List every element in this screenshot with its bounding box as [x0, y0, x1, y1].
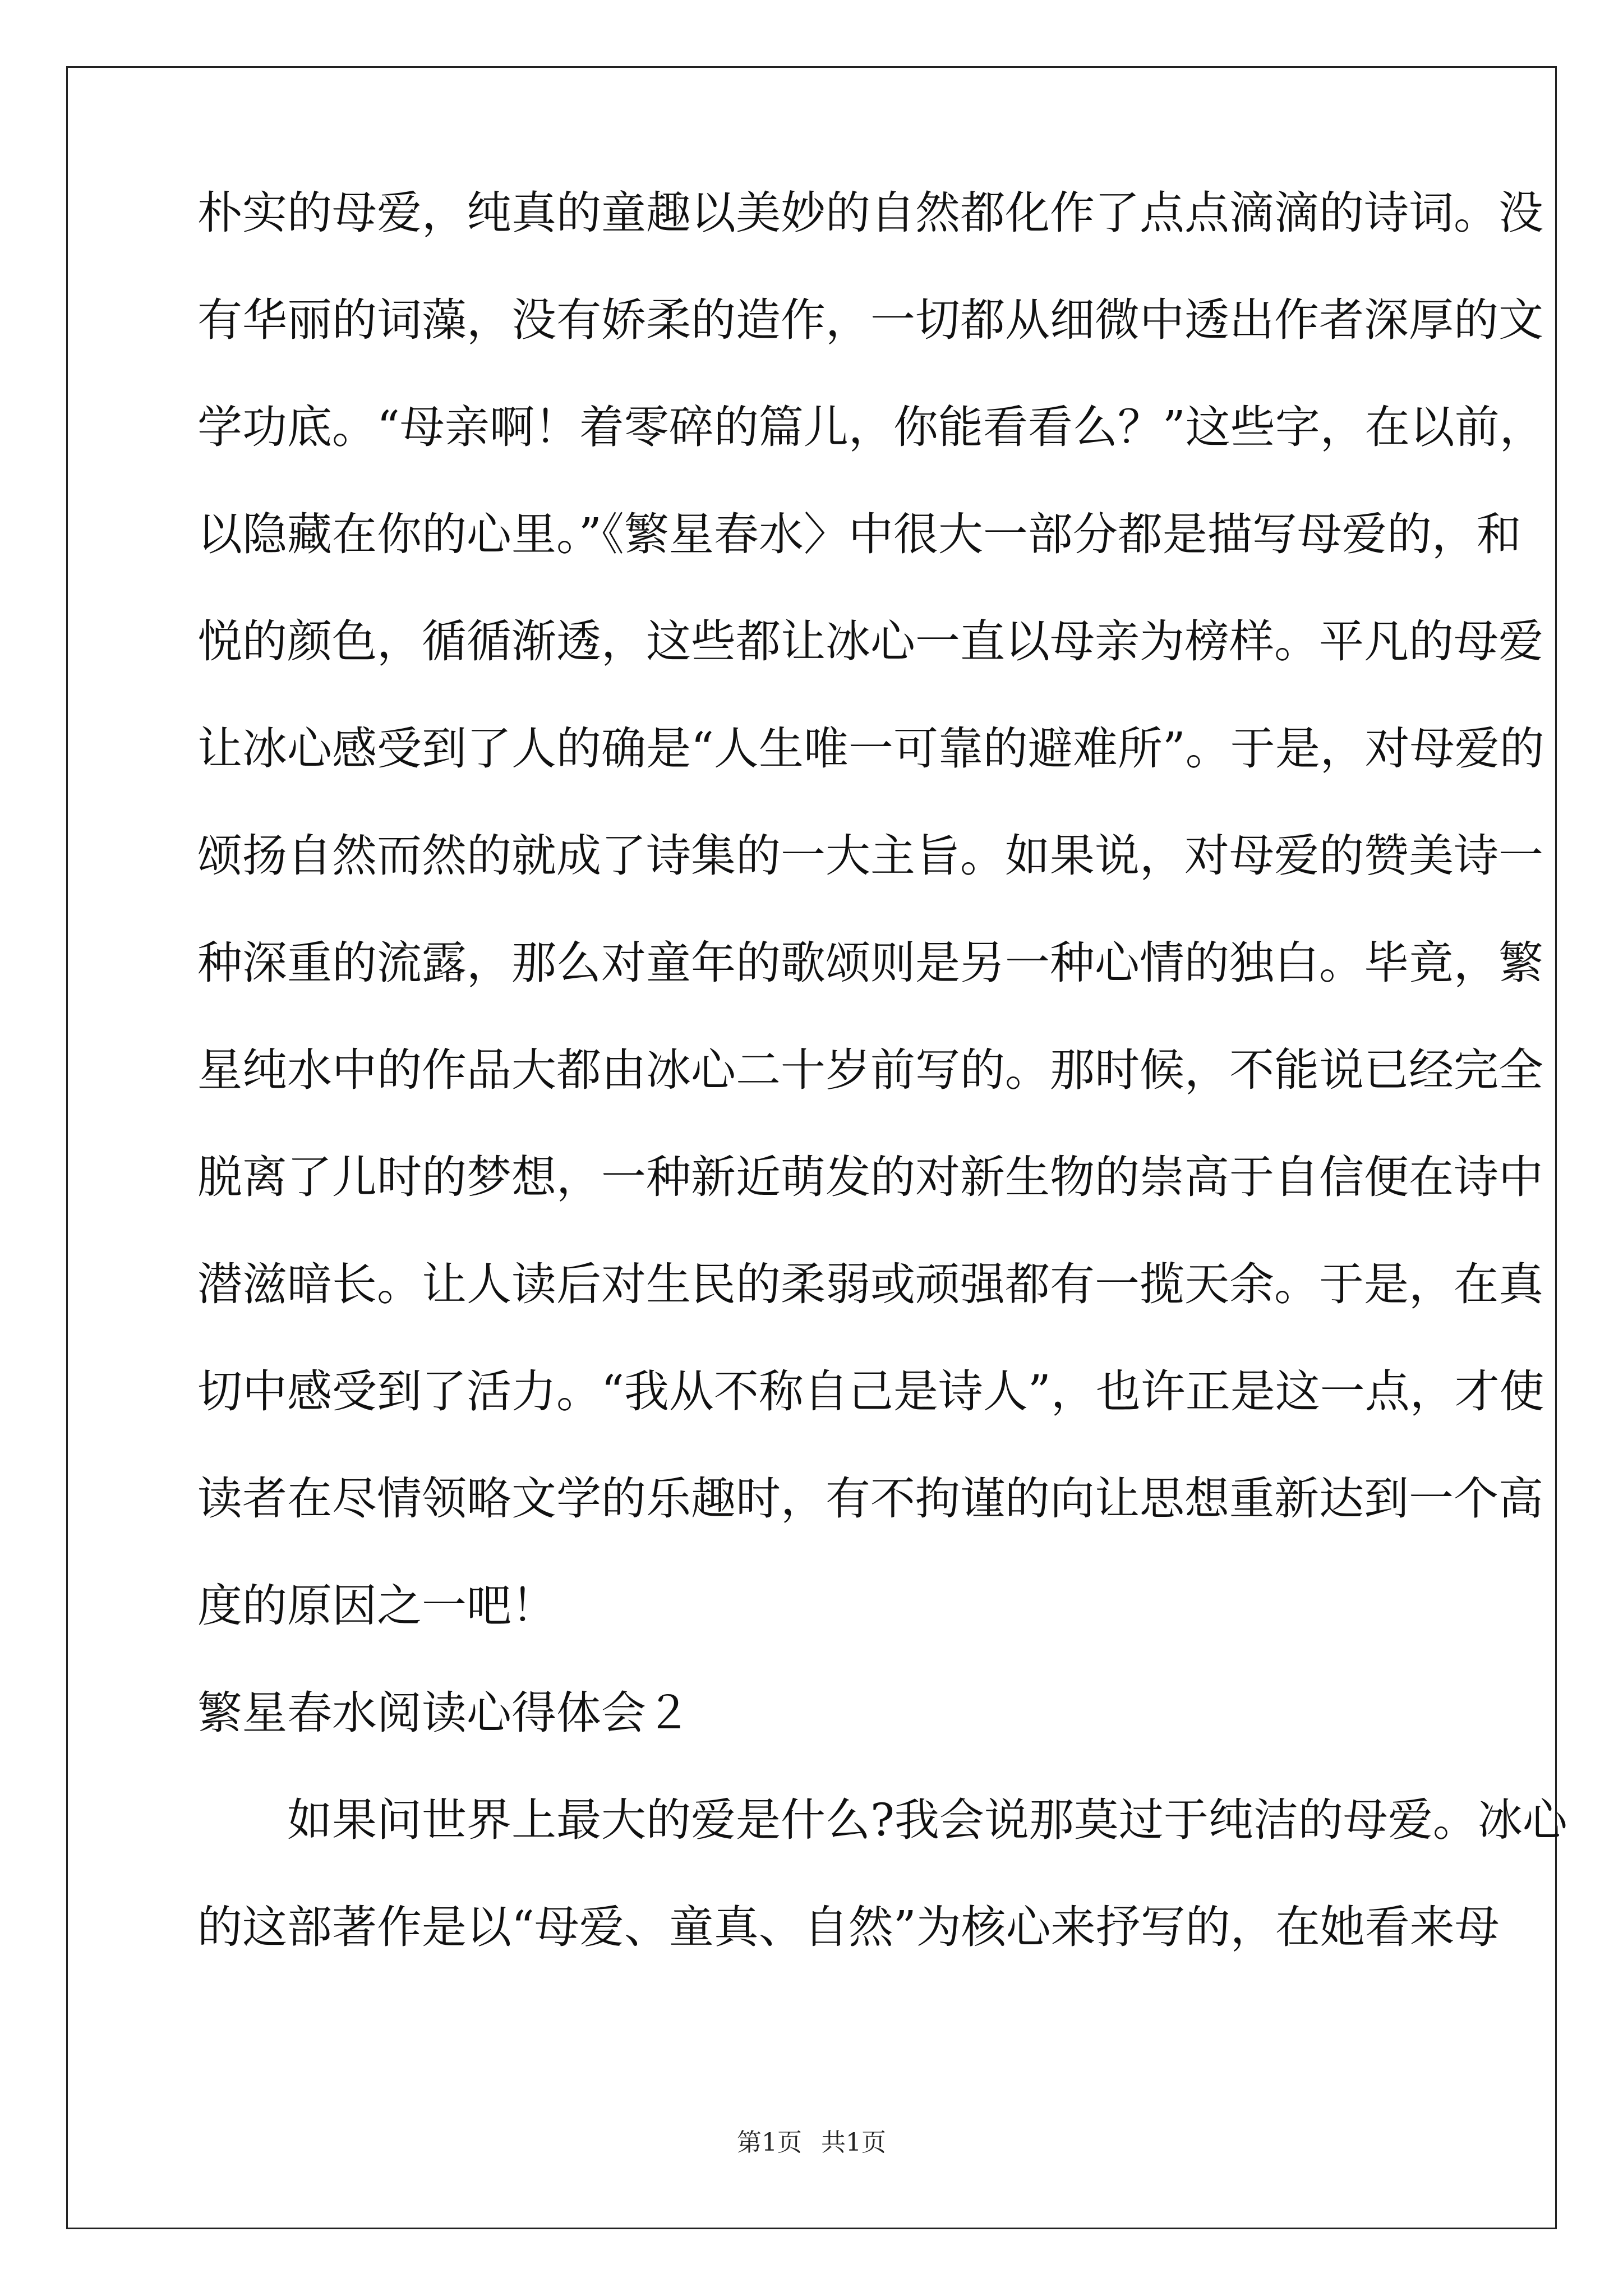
paragraph-line: 脱离了儿时的梦想，一种新近萌发的对新生物的崇高于自信便在诗中 — [197, 1151, 1543, 1203]
paragraph-line: 如果问世界上最大的爱是什么?我会说那莫过于纯洁的母爱。冰心 — [287, 1794, 1567, 1846]
paragraph-line: 学功底。“母亲啊！着零碎的篇儿，你能看看么？”这些字，在以前， — [197, 401, 1544, 453]
paragraph-line: 让冰心感受到了人的确是“人生唯一可靠的避难所”。于是，对母爱的 — [197, 723, 1544, 775]
paragraph-line: 以隐藏在你的心里。”《繁星春水〉中很大一部分都是描写母爱的，和 — [197, 508, 1521, 560]
paragraph-line: 切中感受到了活力。“我从不称自己是诗人”，也许正是这一点，才使 — [197, 1365, 1544, 1418]
paragraph-line: 朴实的母爱，纯真的童趣以美妙的自然都化作了点点滴滴的诗词。没 — [197, 187, 1543, 239]
paragraph-line: 颂扬自然而然的就成了诗集的一大主旨。如果说，对母爱的赞美诗一 — [197, 830, 1543, 882]
paragraph-line: 种深重的流露，那么对童年的歌颂则是另一种心情的独白。毕竟，繁 — [197, 937, 1543, 989]
page-total: 共1页 — [821, 2128, 886, 2157]
section-title: 繁星春水阅读心得体会２ — [197, 1687, 691, 1739]
paragraph-line: 悦的颜色，循循渐透，这些都让冰心一直以母亲为榜样。平凡的母爱 — [197, 615, 1543, 668]
document-body — [197, 187, 1567, 1981]
paragraph-line: 潜滋暗长。让人读后对生民的柔弱或顽强都有一揽天余。于是，在真 — [197, 1258, 1543, 1310]
paragraph-line: 有华丽的词藻，没有娇柔的造作，一切都从细微中透出作者深厚的文 — [197, 294, 1543, 346]
page-number: 第1页 — [737, 2128, 802, 2157]
page-footer — [0, 2126, 1623, 2160]
paragraph-line: 星纯水中的作品大都由冰心二十岁前写的。那时候，不能说已经完全 — [197, 1044, 1543, 1096]
paragraph-line: 度的原因之一吧！ — [197, 1580, 556, 1632]
paragraph-line: 读者在尽情领略文学的乐趣时，有不拘谨的向让思想重新达到一个高 — [197, 1473, 1543, 1525]
paragraph-line: 的这部著作是以“母爱、童真、自然”为核心来抒写的，在她看来母 — [197, 1901, 1500, 1953]
